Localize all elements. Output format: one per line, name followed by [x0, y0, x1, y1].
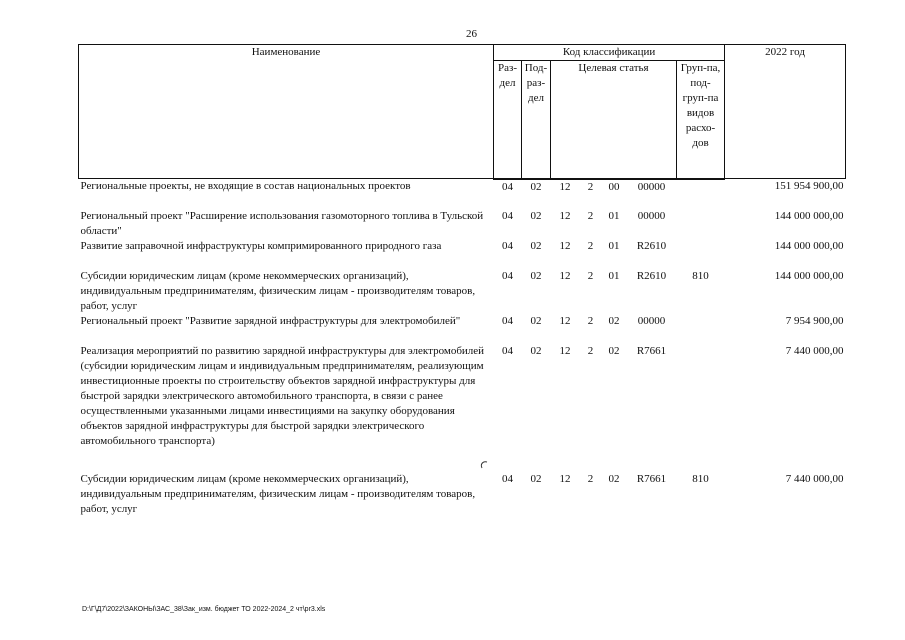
row-section: 04 [502, 209, 513, 222]
header-year: 2022 год [725, 45, 846, 179]
row-expense-type: 810 [692, 472, 709, 485]
row-section: 04 [502, 239, 513, 252]
row-target-code: 00000 [637, 209, 666, 222]
header-classification: Код классификации [494, 45, 725, 61]
row-name: Региональный проект "Развитие зарядной инфраструктуры для электромобилей" [80, 314, 461, 327]
row-target-program: 12 [559, 180, 571, 193]
row-section: 04 [502, 472, 513, 485]
row-target-subprogram: 2 [587, 314, 594, 327]
row-amount: 144 000 000,00 [774, 269, 844, 282]
row-target-program: 12 [559, 344, 571, 357]
header-name: Наименование [79, 45, 494, 179]
row-name: Субсидии юридическим лицам (кроме некоммерческих организаций), индивидуальным предпринимателям, физическим лицам - производителям товаров, работ, услуг [80, 472, 476, 515]
row-expense-type: 810 [692, 269, 709, 282]
row-target-program: 12 [559, 269, 571, 282]
row-name: Развитие заправочной инфраструктуры компримированного природного газа [80, 239, 442, 252]
row-name: Региональные проекты, не входящие в состав национальных проектов [80, 180, 411, 192]
budget-table [78, 44, 846, 517]
table-body [79, 179, 846, 517]
row-target-direction: 02 [608, 314, 620, 327]
row-expense-type [677, 239, 725, 269]
row-target-direction: 02 [608, 344, 620, 357]
pen-mark-icon [479, 460, 489, 470]
table-row [79, 344, 846, 472]
row-target-subprogram: 2 [587, 239, 594, 252]
table-row [79, 209, 846, 239]
row-subsection: 02 [530, 269, 542, 282]
row-target-direction: 01 [608, 239, 620, 252]
row-amount: 144 000 000,00 [774, 239, 844, 252]
row-section: 04 [502, 314, 513, 327]
row-subsection: 02 [530, 209, 542, 222]
row-section: 04 [502, 269, 513, 282]
row-target-direction: 01 [608, 209, 620, 222]
row-amount: 7 440 000,00 [785, 472, 844, 485]
row-target-code: R7661 [636, 344, 667, 357]
row-amount: 151 954 900,00 [774, 180, 844, 192]
table-row [79, 472, 846, 517]
row-target-subprogram: 2 [587, 269, 594, 282]
row-amount: 7 954 900,00 [785, 314, 844, 327]
row-name: Региональный проект "Расширение использования газомоторного топлива в Тульской области" [80, 209, 484, 237]
header-section: Раз-дел [494, 61, 522, 179]
header-expense-group: Груп-па, под-груп-па видов расхо-дов [677, 61, 725, 179]
table-row [79, 314, 846, 344]
row-target-code: R7661 [636, 472, 667, 485]
header-row-1 [79, 45, 846, 61]
row-target-subprogram: 2 [587, 344, 594, 357]
row-target-subprogram: 2 [587, 180, 594, 193]
row-target-program: 12 [559, 314, 571, 327]
row-subsection: 02 [530, 239, 542, 252]
row-target-code: R2610 [636, 239, 667, 252]
table-row [79, 269, 846, 314]
row-expense-type [677, 179, 725, 209]
table-row [79, 239, 846, 269]
row-subsection: 02 [530, 344, 542, 357]
row-expense-type [677, 344, 725, 472]
row-section: 04 [502, 344, 513, 357]
row-target-direction: 02 [608, 472, 620, 485]
table-row [79, 179, 846, 209]
row-target-subprogram: 2 [587, 209, 594, 222]
page-number: 26 [466, 28, 477, 40]
row-subsection: 02 [530, 314, 542, 327]
row-target-code: R2610 [636, 269, 667, 282]
row-expense-type [677, 314, 725, 344]
row-target-program: 12 [559, 239, 571, 252]
row-subsection: 02 [530, 472, 542, 485]
row-target-subprogram: 2 [587, 472, 594, 485]
row-target-direction: 00 [608, 180, 620, 193]
row-target-code: 00000 [637, 314, 666, 327]
row-expense-type [677, 209, 725, 239]
row-target-direction: 01 [608, 269, 620, 282]
row-name: Субсидии юридическим лицам (кроме некоммерческих организаций), индивидуальным предпринимателям, физическим лицам - производителям товаров, работ, услуг [80, 269, 476, 312]
row-target-code: 00000 [637, 180, 666, 193]
row-target-program: 12 [559, 209, 571, 222]
row-amount: 144 000 000,00 [774, 209, 844, 222]
row-subsection: 02 [530, 180, 542, 193]
row-amount: 7 440 000,00 [785, 344, 844, 357]
file-path-footer: D:\Г\Д7\2022\ЗАКОНЫ\ЗАС_38\Зак_изм. бюджет ТО 2022-2024_2 чт\pr3.xls [82, 606, 326, 613]
header-subsection: Под-раз-дел [522, 61, 551, 179]
row-section: 04 [502, 180, 513, 193]
header-target-article: Целевая статья [551, 61, 677, 179]
row-name: Реализация мероприятий по развитию зарядной инфраструктуры для электромобилей (субсидии юридическим лицам и индивидуальным предпринимателям, реализующим инвестиционные проекты по строительству объектов зарядной инфраструктуры для быстрой зарядки электрического автомобильного транспорта, в связи с ранее осуществленными указанными лицами инвестициями на закупку оборудования объектов зарядной инфраструктуры для быстрой зарядки электрического автомобильного транспорта) [80, 344, 485, 447]
row-target-program: 12 [559, 472, 571, 485]
